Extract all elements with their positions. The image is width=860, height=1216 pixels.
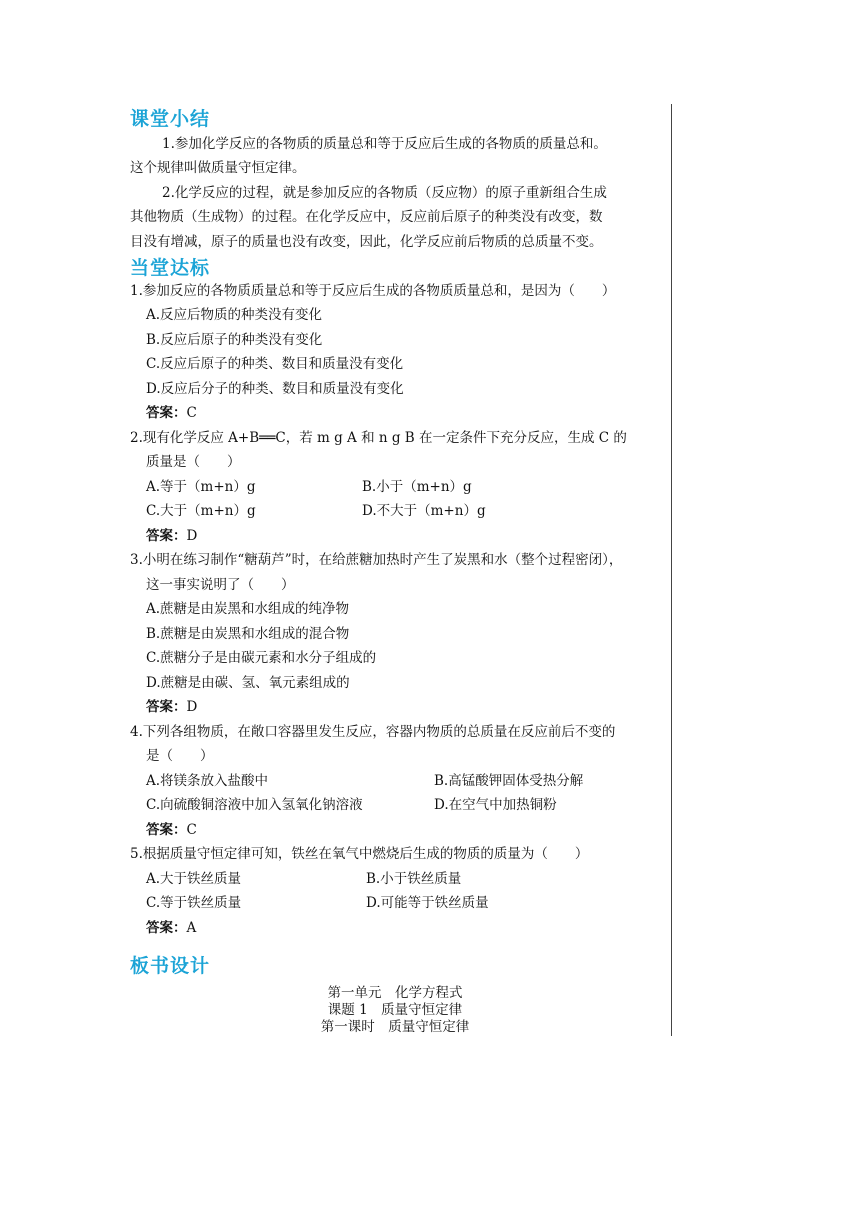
question-4-option-b: B.高锰酸钾固体受热分解 (434, 773, 584, 789)
question-3-option-d: D.蔗糖是由碳、氢、氧元素组成的 (146, 675, 350, 691)
question-2-option-a: A.等于（m+n）g (146, 479, 256, 495)
answer-label: 答案： (146, 405, 187, 421)
right-margin-rule (671, 104, 672, 1036)
question-2-option-b: B.小于（m+n）g (362, 479, 472, 495)
question-4-option-d: D.在空气中加热铜粉 (434, 797, 557, 813)
board-line-3: 第一课时 质量守恒定律 (320, 1019, 470, 1035)
summary-paragraph-1-line-1: 1.参加化学反应的各物质的质量总和等于反应后生成的各物质的质量总和。 (162, 136, 607, 152)
question-3-stem-line-2: 这一事实说明了（ ） (146, 577, 295, 593)
board-line-1: 第一单元 化学方程式 (327, 985, 463, 1001)
practice-heading: 当堂达标 (130, 257, 211, 279)
answer-value: C (186, 822, 197, 838)
question-5-stem: 5.根据质量守恒定律可知，铁丝在氧气中燃烧后生成的物质的质量为（ ） (130, 846, 589, 862)
summary-paragraph-1-line-2: 这个规律叫做质量守恒定律。 (130, 160, 306, 176)
summary-paragraph-2-line-1: 2.化学反应的过程，就是参加反应的各物质（反应物）的原子重新组合生成 (162, 185, 607, 201)
question-1-stem: 1.参加反应的各物质质量总和等于反应后生成的各物质质量总和，是因为（ ） (130, 283, 616, 299)
question-2-answer (146, 526, 197, 546)
answer-label: 答案： (146, 920, 187, 936)
question-5-option-b: B.小于铁丝质量 (366, 871, 462, 887)
board-line-2: 课题 1 质量守恒定律 (327, 1002, 463, 1018)
question-4-stem-line-2: 是（ ） (146, 748, 214, 764)
question-1-option-c: C.反应后原子的种类、数目和质量没有变化 (146, 356, 404, 372)
question-1-option-d: D.反应后分子的种类、数目和质量没有变化 (146, 381, 404, 397)
answer-label: 答案： (146, 528, 187, 544)
question-4-stem-line-1: 4.下列各组物质，在敞口容器里发生反应，容器内物质的总质量在反应前后不变的 (130, 724, 616, 740)
summary-paragraph-2-line-3: 目没有增减，原子的质量也没有改变，因此，化学反应前后物质的总质量不变。 (130, 234, 603, 250)
question-3-answer (146, 697, 197, 717)
question-5-answer (146, 918, 196, 938)
question-4-answer (146, 820, 197, 840)
summary-heading: 课堂小结 (130, 108, 211, 130)
summary-paragraph-2-line-2: 其他物质（生成物）的过程。在化学反应中，反应前后原子的种类没有改变，数 (130, 209, 603, 225)
question-5-option-c: C.等于铁丝质量 (146, 895, 242, 911)
answer-value: D (186, 699, 198, 715)
question-4-option-a: A.将镁条放入盐酸中 (146, 773, 269, 789)
question-3-option-b: B.蔗糖是由炭黑和水组成的混合物 (146, 626, 350, 642)
answer-label: 答案： (146, 822, 187, 838)
answer-value: C (186, 405, 197, 421)
question-1-answer (146, 403, 197, 423)
question-2-stem-line-2: 质量是（ ） (146, 454, 241, 470)
answer-label: 答案： (146, 699, 187, 715)
question-4-option-c: C.向硫酸铜溶液中加入氢氧化钠溶液 (146, 797, 363, 813)
question-2-stem-line-1: 2.现有化学反应 A+B══C，若 m g A 和 n g B 在一定条件下充分反应，生成 C 的 (130, 430, 627, 446)
question-5-option-a: A.大于铁丝质量 (146, 871, 242, 887)
answer-value: A (186, 920, 197, 936)
question-1-option-a: A.反应后物质的种类没有变化 (146, 307, 323, 323)
question-3-option-c: C.蔗糖分子是由碳元素和水分子组成的 (146, 650, 377, 666)
question-3-option-a: A.蔗糖是由炭黑和水组成的纯净物 (146, 601, 350, 617)
answer-value: D (186, 528, 198, 544)
question-2-option-d: D.不大于（m+n）g (362, 503, 486, 519)
question-3-stem-line-1: 3.小明在练习制作“糖葫芦”时，在给蔗糖加热时产生了炭黑和水（整个过程密闭）， (130, 552, 623, 568)
board-heading: 板书设计 (130, 955, 211, 977)
question-1-option-b: B.反应后原子的种类没有变化 (146, 332, 323, 348)
question-5-option-d: D.可能等于铁丝质量 (366, 895, 489, 911)
question-2-option-c: C.大于（m+n）g (146, 503, 256, 519)
